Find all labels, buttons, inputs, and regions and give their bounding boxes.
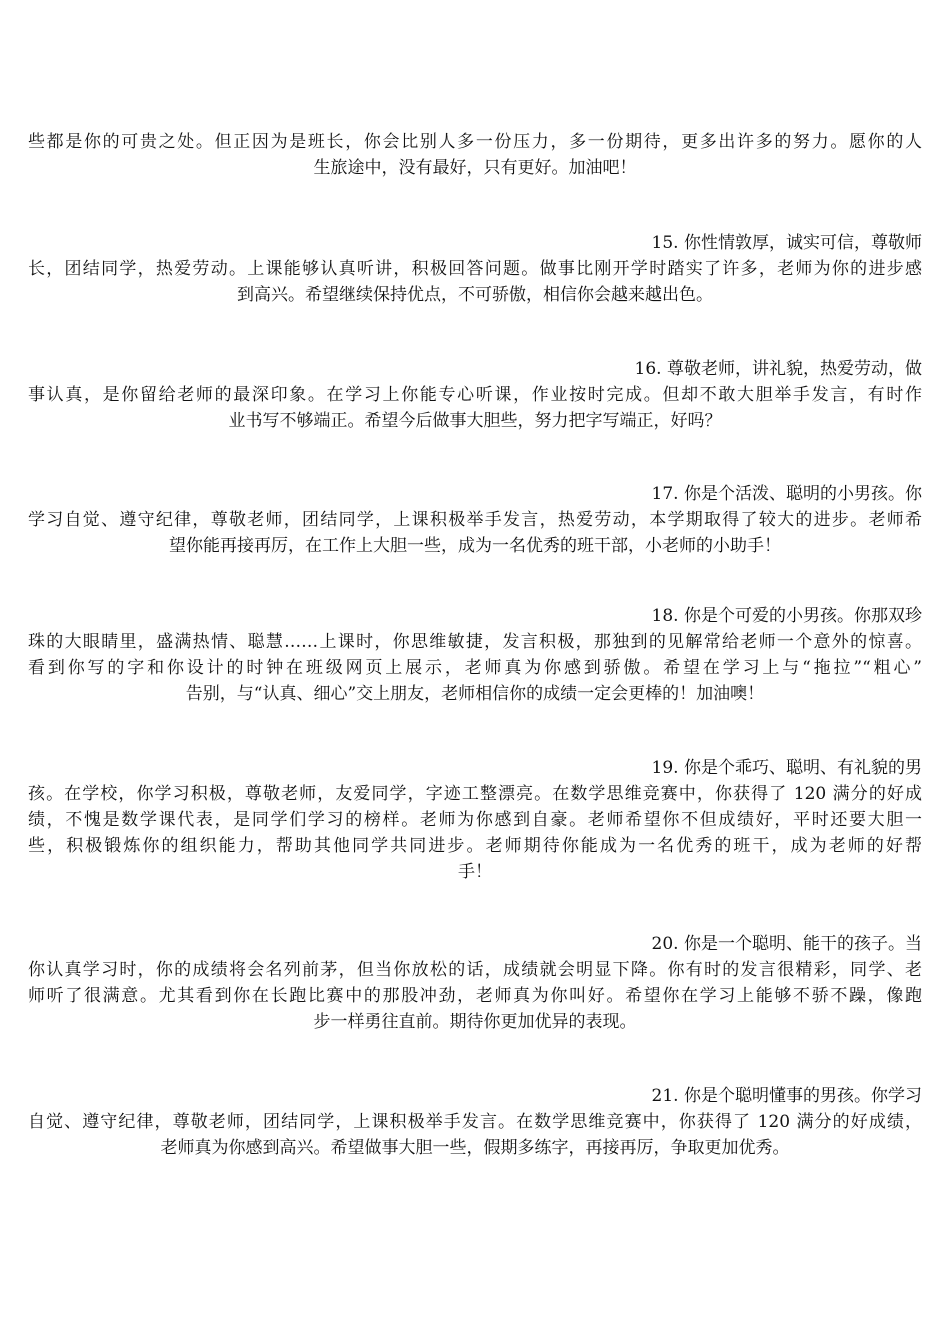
paragraph-line: 望你能再接再厉，在工作上大胆一些，成为一名优秀的班干部，小老师的小助手！ (169, 536, 781, 556)
paragraph-line: 15. 你性情敦厚，诚实可信，尊敬师 (651, 233, 922, 253)
paragraph-line: 孩。在学校，你学习积极，尊敬老师，友爱同学，字迹工整漂亮。在数学思维竞赛中，你获得了 120 满分的好成 (28, 784, 922, 804)
comment-paragraph-18 (28, 603, 922, 707)
paragraph-line: 学习自觉、遵守纪律，尊敬老师，团结同学，上课积极举手发言，热爱劳动，本学期取得了较大的进步。老师希 (28, 510, 922, 530)
paragraph-line: 到高兴。希望继续保持优点，不可骄傲，相信你会越来越出色。 (237, 285, 713, 305)
paragraph-line: 自觉、遵守纪律，尊敬老师，团结同学，上课积极举手发言。在数学思维竞赛中，你获得了 120 满分的好成绩， (28, 1112, 922, 1132)
paragraph-line: 些都是你的可贵之处。但正因为是班长，你会比别人多一份压力，多一份期待，更多出许多的努力。愿你的人 (28, 132, 922, 152)
paragraph-line: 老师真为你感到高兴。希望做事大胆一些，假期多练字，再接再厉，争取更加优秀。 (160, 1138, 790, 1158)
comment-paragraph-21 (28, 1083, 922, 1161)
paragraph-line: 20. 你是一个聪明、能干的孩子。当 (651, 934, 922, 954)
paragraph-line: 17. 你是个活泼、聪明的小男孩。你 (651, 484, 922, 504)
paragraph-line: 师听了很满意。尤其看到你在长跑比赛中的那股冲劲，老师真为你叫好。希望你在学习上能够不骄不躁，像跑 (28, 986, 922, 1006)
paragraph-line: 生旅途中，没有最好，只有更好。加油吧！ (313, 158, 637, 178)
paragraph-line: 步一样勇往直前。期待你更加优异的表现。 (313, 1012, 637, 1032)
comment-paragraph-17 (28, 481, 922, 559)
paragraph-line: 19. 你是个乖巧、聪明、有礼貌的男 (651, 758, 922, 778)
paragraph-line: 你认真学习时，你的成绩将会名列前茅，但当你放松的话，成绩就会明显下降。你有时的发言很精彩，同学、老 (28, 960, 922, 980)
paragraph-line: 看到你写的字和你设计的时钟在班级网页上展示，老师真为你感到骄傲。希望在学习上与“拖拉”“粗心” (28, 658, 922, 678)
paragraph-line: 业书写不够端正。希望今后做事大胆些，努力把字写端正，好吗？ (228, 411, 722, 431)
paragraph-line: 16. 尊敬老师，讲礼貌，热爱劳动，做 (634, 359, 922, 379)
comment-paragraph-15 (28, 230, 922, 308)
paragraph-line: 手！ (458, 862, 492, 882)
paragraph-line: 21. 你是个聪明懂事的男孩。你学习 (651, 1086, 922, 1106)
paragraph-line: 告别，与“认真、细心”交上朋友，老师相信你的成绩一定会更棒的！加油噢！ (185, 684, 765, 704)
comment-paragraph-19 (28, 755, 922, 885)
paragraph-line: 珠的大眼睛里，盛满热情、聪慧……上课时，你思维敏捷，发言积极，那独到的见解常给老师一个意外的惊喜。 (28, 632, 922, 652)
paragraph-line: 事认真，是你留给老师的最深印象。在学习上你能专心听课，作业按时完成。但却不敢大胆举手发言，有时作 (28, 385, 922, 405)
paragraph-line: 些，积极锻炼你的组织能力，帮助其他同学共同进步。老师期待你能成为一名优秀的班干，成为老师的好帮 (28, 836, 922, 856)
comment-paragraph-16 (28, 356, 922, 434)
comment-paragraph-20 (28, 931, 922, 1035)
paragraph-line: 18. 你是个可爱的小男孩。你那双珍 (651, 606, 922, 626)
comment-paragraph-14-continued (28, 129, 922, 181)
paragraph-line: 长，团结同学，热爱劳动。上课能够认真听讲，积极回答问题。做事比刚开学时踏实了许多，老师为你的进步感 (28, 259, 922, 279)
paragraph-line: 绩，不愧是数学课代表，是同学们学习的榜样。老师为你感到自豪。老师希望你不但成绩好，平时还要大胆一 (28, 810, 922, 830)
